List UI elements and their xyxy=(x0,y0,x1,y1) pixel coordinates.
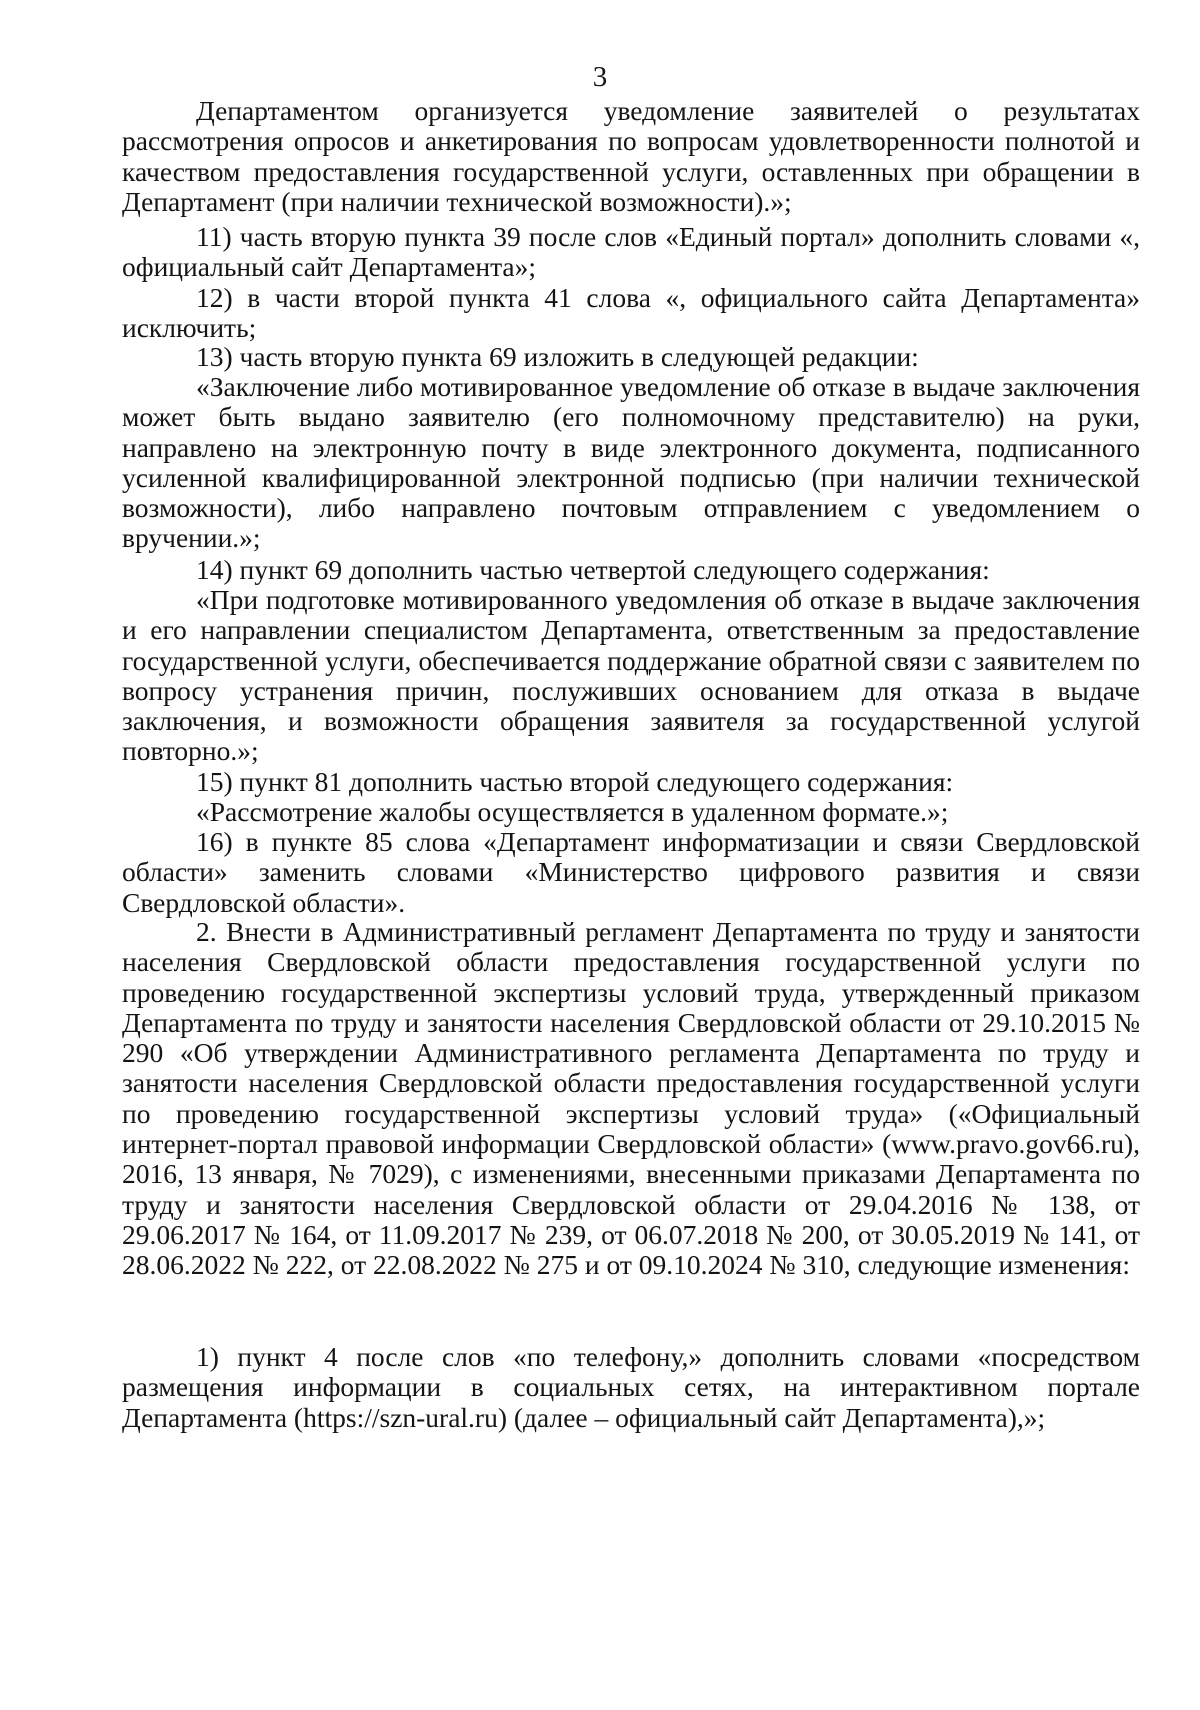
paragraph-section-2: 2. Внести в Административный регламент Департамента по труду и занятости населения Свердловской области предоставления государственной услуги по проведению государственной экспертизы условий труда, утвержденный приказом Департамента по труду и занятости населения Свердловской области от 29.10.2015 № 290 «Об утверждении Административного регламента Департамента по труду и занятости населения Свердловской области предоставления государственной услуги по проведению государственной экспертизы условий труда» («Официальный интернет-портал правовой информации Свердловской области» (www.pravo.gov66.ru), 2016, 13 января, № 7029), с изменениями, внесенными приказами Департамента по труду и занятости населения Свердловской области от 29.04.2016 № 138, от 29.06.2017 № 164, от 11.09.2017 № 239, от 06.07.2018 № 200, от 30.05.2019 № 141, от 28.06.2022 № 222, от 22.08.2022 № 275 и от 09.10.2024 № 310, следующие изменения: xyxy=(122,916,1140,1281)
paragraph-quote-refusal: «При подготовке мотивированного уведомления об отказе в выдаче заключения и его направлении специалистом Департамента, ответственным за предоставление государственной услуги, обеспечивается поддержание обратной связи с заявителем по вопросу устранения причин, послуживших основанием для отказа в выдаче заключения, и возможности обращения заявителя за государственной услугой повторно.»; xyxy=(122,584,1140,767)
paragraph-item-13: 13) часть вторую пункта 69 изложить в следующей редакции: xyxy=(196,341,919,372)
paragraph-notification-continuation: Департаментом организуется уведомление заявителей о результатах рассмотрения опросов и анкетирования по вопросам удовлетворенности полнотой и качеством предоставления государственной услуги, оставленных при обращении в Департамент (при наличии технической возможности).»; xyxy=(122,95,1140,217)
paragraph-item-14: 14) пункт 69 дополнить частью четвертой следующего содержания: xyxy=(196,554,990,585)
paragraph-quote-conclusion: «Заключение либо мотивированное уведомление об отказе в выдаче заключения может быть выдано заявителю (его полномочному представителю) на руки, направлено на электронную почту в виде электронного документа, подписанного усиленной квалифицированной электронной подписью (при наличии технической возможности), либо направлено почтовым отправлением с уведомлением о вручении.»; xyxy=(122,371,1140,554)
page-number: 3 xyxy=(592,61,608,93)
paragraph-quote-complaint: «Рассмотрение жалобы осуществляется в удаленном формате.»; xyxy=(196,796,949,827)
paragraph-item-12: 12) в части второй пункта 41 слова «, официального сайта Департамента» исключить; xyxy=(122,282,1140,344)
paragraph-section-2-item-1: 1) пункт 4 после слов «по телефону,» дополнить словами «посредством размещения информации в социальных сетях, на интерактивном портале Департамента (https://szn-ural.ru) (далее – официальный сайт Департамента),»; xyxy=(122,1341,1140,1433)
paragraph-item-15: 15) пункт 81 дополнить частью второй следующего содержания: xyxy=(196,766,954,797)
paragraph-item-11: 11) часть вторую пункта 39 после слов «Единый портал» дополнить словами «, официальный сайт Департамента»; xyxy=(122,221,1140,283)
paragraph-item-16: 16) в пункте 85 слова «Департамент информатизации и связи Свердловской области» заменить словами «Министерство цифрового развития и связи Свердловской области». xyxy=(122,826,1140,918)
